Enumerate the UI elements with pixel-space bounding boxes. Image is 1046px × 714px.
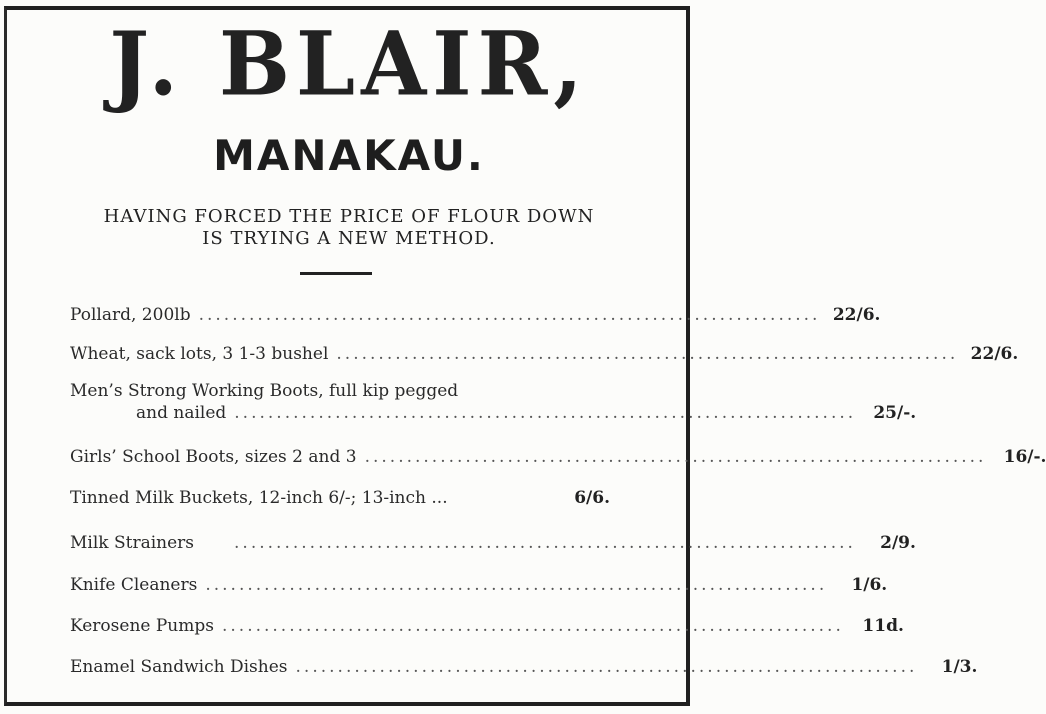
price-item-pollard [70, 304, 881, 326]
item-price: 16/-. [1003, 447, 1046, 467]
leader-dots: .......................................................................... [205, 575, 828, 595]
item-label: Wheat, sack lots, 3 1-3 bushel [70, 344, 329, 364]
item-label: Enamel Sandwich Dishes [70, 657, 288, 677]
item-price: 25/-. [873, 403, 917, 423]
leader-dots: .......................................................................... [221, 616, 844, 636]
item-label: Knife Cleaners [70, 575, 198, 595]
price-item-wheat [70, 343, 1019, 365]
item-price: 11d. [862, 616, 904, 636]
item-label: Girls’ School Boots, sizes 2 and 3 [70, 447, 357, 467]
leader-dots: .......................................................................... [336, 344, 959, 364]
item-price: 2/9. [880, 533, 916, 553]
advert-place: MANAKAU. [213, 131, 485, 180]
price-item-milk-buckets [70, 487, 610, 509]
price-item-girls-boots [70, 446, 1046, 468]
leader-dots: .......................................................................... [295, 657, 918, 677]
item-label: Pollard, 200lb [70, 305, 191, 325]
price-item-mens-boots [70, 380, 917, 424]
leader-dots: .......................................................................... [198, 305, 821, 325]
item-label-continued: and nailed [136, 403, 227, 423]
leader-dots: .......................................................................... [234, 403, 857, 423]
item-label: Tinned Milk Buckets, 12-inch 6/-; 13-inch ... [70, 488, 448, 508]
item-label: Milk Strainers [70, 533, 195, 553]
divider-rule [300, 272, 372, 275]
item-label: Men’s Strong Working Boots, full kip pegged [70, 381, 459, 401]
item-price: 1/3. [941, 657, 978, 677]
tagline-line-2: IS TRYING A NEW METHOD. [202, 228, 496, 249]
price-item-kerosene-pumps [70, 615, 904, 637]
leader-dots: .......................................................................... [364, 447, 987, 467]
item-label: Kerosene Pumps [70, 616, 214, 636]
leader-dots: .......................................................................... [234, 533, 856, 553]
tagline-line-1: HAVING FORCED THE PRICE OF FLOUR DOWN [103, 206, 595, 227]
price-item-sandwich-dishes [70, 656, 978, 678]
item-price: 22/6. [832, 305, 881, 325]
item-price: 22/6. [970, 344, 1019, 364]
price-item-milk-strainers [70, 532, 916, 554]
advert-title: J. BLAIR, [109, 11, 589, 116]
item-price: 1/6. [851, 575, 888, 595]
advert-tagline [0, 206, 698, 250]
item-price: 6/6. [574, 488, 610, 508]
price-item-knife-cleaners [70, 574, 888, 596]
